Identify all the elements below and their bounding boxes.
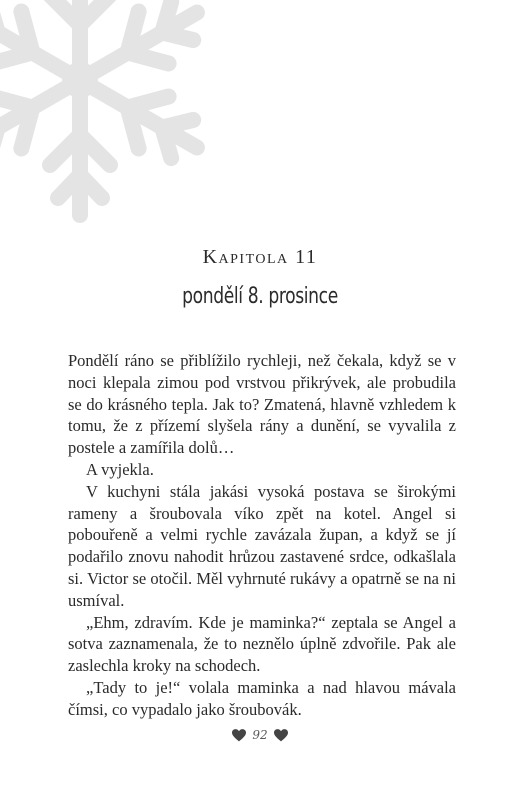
paragraph-2: A vyjekla. [86,459,154,479]
page-number: 92 [252,728,268,742]
paragraph-4: „Ehm, zdravím. Kde je maminka?“ zeptala se Angel a sotva zaznamenala, že to neznělo úplně zdvořile. Pak ale zaslechla kroky na schodech. [68,612,456,676]
paragraph-5: „Tady to je!“ volala maminka a nad hlavou mávala čímsi, co vypadalo jako šroubovák. [68,677,456,719]
chapter-heading [0,246,520,269]
snowflake-icon [0,0,230,230]
chapter-subtitle: pondělí 8. prosince [182,284,338,309]
body-text [68,350,456,721]
paragraph-1: Pondělí ráno se přiblížilo rychleji, než čekala, když se v noci klepala zimou pod vrstvou přikrývek, ale probudila se do krásného tepla. Jak to? Zmatená, hlavně vzhledem k tomu, že z přízemí slyšela rány a dunění, se vyvalila z postele a zamířila dolů… [68,351,456,458]
heart-icon [274,729,288,742]
heart-icon [232,729,246,742]
page-footer [0,728,520,742]
chapter-label: Kapitola 11 [202,246,318,268]
paragraph-3: V kuchyni stála jakási vysoká postava se širokými rameny a šroubovala víko zpět na kotel. Angel si pobouřeně a velmi rychle zavázala župan, a když se jí podařilo znovu nahodit hrůzou zastavené srdce, odkašlala si. Victor se otočil. Měl vyhrnuté rukávy a opatrně se na ni usmíval. [68,481,456,610]
